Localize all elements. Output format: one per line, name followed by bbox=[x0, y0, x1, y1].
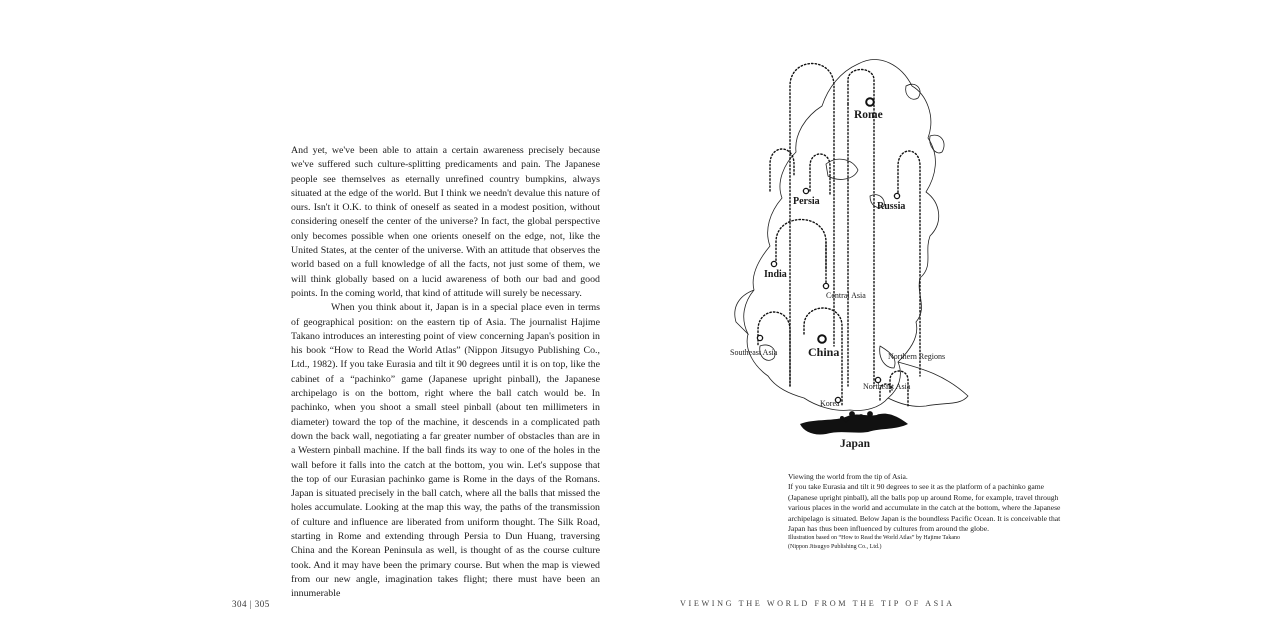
label-central-asia: Central Asia bbox=[826, 291, 866, 300]
label-northern-regions: Northern Regions bbox=[888, 352, 946, 361]
paragraph-2: When you think about it, Japan is in a special place even in terms of geographical position: on the eastern tip of Asia. The journalist Hajime Takano introduces an interesting point of view concerning Japan's position in his book “How to Read the World Atlas” (Nippon Jitsugyo Publishing Co., Ltd., 1982). If you take Eurasia and tilt it 90 degrees until it is on top, like the cabinet of a “pachinko” game (Japanese upright pinball), the Japanese archipelago is on the bottom, right where the ball catch would be. In pachinko, when you shoot a small steel pinball (about ten millimeters in diameter) toward the top of the machine, it descends in a complicated path down the back wall, negotiating a far greater number of obstacles than are in a Western pinball machine. If the ball finds its way to one of the holes in the wall before it falls into the catch at the bottom, you win. Let's suppose that the top of our Eurasian pachinko game is Rome in the days of the Romans. Japan is situated precisely in the ball catch, where all the balls that missed the holes accumulate. Looking at the map this way, the paths of the transmission of culture and influence are liberated from uniform thought. The Silk Road, starting in Rome and extending through Persia to Dun Huang, traversing China and the Korean Peninsula as well, is thought of as the course culture took. And it may have been the primary course. But when the map is viewed from our new angle, imagination takes flight; there must have been an innumerable bbox=[291, 302, 600, 600]
pachinko-map-illustration bbox=[730, 46, 970, 466]
central-asia-hole bbox=[823, 283, 828, 288]
label-persia: Persia bbox=[793, 196, 820, 207]
india-hole bbox=[771, 261, 776, 266]
japan-archipelago bbox=[800, 414, 908, 435]
label-rome: Rome bbox=[854, 109, 883, 121]
body-text-column bbox=[291, 144, 600, 602]
caption-credit: Illustration based on “How to Read the World Atlas” by Hajime Takano bbox=[788, 535, 961, 542]
right-page bbox=[640, 0, 1280, 640]
label-russia: Russia bbox=[877, 201, 906, 212]
russia-hole bbox=[894, 193, 899, 198]
label-india: India bbox=[764, 269, 787, 280]
caption-publisher: (Nippon Jitsugyo Publishing Co., Ltd.) bbox=[788, 544, 882, 551]
label-korea: Korea bbox=[820, 399, 840, 408]
china-hole bbox=[818, 335, 826, 343]
persia-hole bbox=[803, 188, 808, 193]
label-japan: Japan bbox=[840, 438, 871, 450]
page-numbers: 304 | 305 bbox=[232, 599, 270, 609]
label-southeast-asia: Southeast Asia bbox=[730, 348, 778, 357]
map-caption bbox=[788, 472, 1068, 552]
caption-body: If you take Eurasia and tilt it 90 degrees to see it as the platform of a pachinko game (Japanese upright pinball), all the balls pop up around Rome, for example, travel through various places in the world and accumulate in the catch at the bottom, where the Japanese archipelago is situated. Below Japan is the boundless Pacific Ocean. It is conceivable that Japan has thus been influenced by cultures from around the globe. bbox=[788, 482, 1061, 534]
caption-title: Viewing the world from the tip of Asia. bbox=[788, 472, 908, 481]
map-labels bbox=[730, 109, 945, 450]
southeast-asia-hole bbox=[757, 335, 762, 340]
paragraph-1: And yet, we've been able to attain a certain awareness precisely because we've suffered such culture-splitting predicaments and pain. The Japanese people see themselves as eternally unrefined country bumpkins, always situated at the edge of the world. But I think we needn't devalue this nature of ours. Isn't it O.K. to think of oneself as seated in a modest position, without considering oneself the center of the universe? In fact, the global perspective only becomes possible when one orients oneself on the edge, not, like the United States, at the center of the universe. With an attitude that observes the world based on a full knowledge of all the facts, not just some of them, we will think globally based on a lucid awareness of both our bad and good points. In the coming world, that kind of attitude will surely be necessary. bbox=[291, 145, 600, 299]
rome-hole bbox=[866, 98, 874, 106]
running-head: VIEWING THE WORLD FROM THE TIP OF ASIA bbox=[680, 599, 955, 608]
label-china: China bbox=[808, 345, 840, 359]
label-northeast-asia: Northeast Asia bbox=[863, 382, 911, 391]
